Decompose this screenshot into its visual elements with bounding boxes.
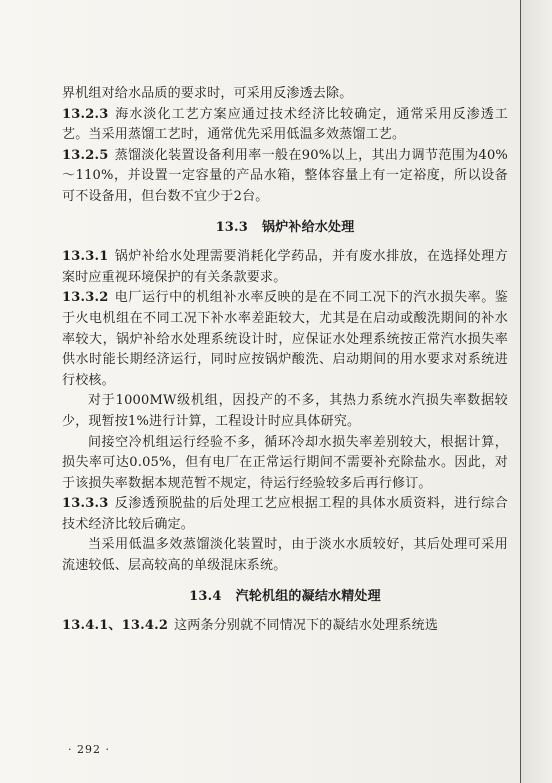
paragraph-text: 界机组对给水品质的要求时，可采用反渗透去除。 [62,86,353,101]
page-number: · 292 · [68,743,110,756]
page-edge-shadow [521,0,552,783]
clause-number: 13.3.3 [62,496,109,512]
section-title: 锅炉补给水处理 [262,219,355,235]
section-title: 汽轮机组的凝结水精处理 [235,588,381,604]
clause-text: 海水淡化工艺方案应通过技术经济比较确定，通常采用反渗透工艺。当采用蒸馏工艺时，通常优先采用低温多效蒸馏工艺。 [62,106,508,143]
clause-text: 电厂运行中的机组补水率反映的是在不同工况下的汽水损失率。鉴于火电机组在不同工况下补水率差距较大，尤其是在启动或酸洗期间的补水率较大，锅炉补给水处理系统设计时，应保证水处理系统按正常汽水损失率供水时能长期经济运行，同时应按锅炉酸洗、启动期间的用水要求对系统进行校核。 [62,290,508,388]
clause-number: 13.3.2 [62,290,109,306]
clause-text: 锅炉补给水处理需要消耗化学药品，并有废水排放，在选择处理方案时应重视环境保护的有关条款要求。 [62,249,508,285]
paragraph-continued [62,84,508,105]
section-number: 13.3 [215,219,249,235]
clause-13-2-5 [62,146,508,208]
clause-13-4-1 [62,616,508,637]
clause-number: 13.2.3 [62,106,109,122]
clause-number: 13.4.1、13.4.2 [62,618,169,634]
paragraph-indirect-air-cooling: 间接空冷机组运行经验不多，循环冷却水损失率差别较大，根据计算，损失率可达0.05%，但有电厂在正常运行期间不需要补充除盐水。因此，对于该损失率数据本规范暂不规定，待运行经验较多后再行修订。 [62,434,508,491]
clause-text: 反渗透预脱盐的后处理工艺应根据工程的具体水质资料，进行综合技术经济比较后确定。 [62,496,508,532]
section-heading-13-4 [62,587,508,608]
clause-number: 13.2.5 [62,147,109,163]
section-heading-13-3 [62,218,508,239]
clause-13-3-3 [62,494,508,535]
section-number: 13.4 [189,588,222,604]
clause-13-3-2 [62,288,508,391]
paragraph-low-temp-distillation: 当采用低温多效蒸馏淡化装置时，由于淡水水质较好，其后处理可采用流速较低、层高较高的单级混床系统。 [62,537,508,574]
clause-text: 这两条分别就不同情况下的凝结水处理系统选 [174,618,439,634]
paragraph-1000mw: 对于1000MW级机组，因投产的不多，其热力系统水汽损失率数据较少，现暂按1%进行计算，工程设计时应具体研究。 [62,393,508,429]
clause-13-2-3 [62,105,508,146]
clause-13-3-1 [62,247,508,288]
page-content [62,84,508,637]
clause-text: 蒸馏淡化装置设备利用率一般在90%以上，其出力调节范围为40%～110%，并设置一定容量的产品水箱，整体容量上有一定裕度，所以设备可不设备用，但台数不宜少于2台。 [62,147,508,204]
clause-number: 13.3.1 [62,249,109,265]
